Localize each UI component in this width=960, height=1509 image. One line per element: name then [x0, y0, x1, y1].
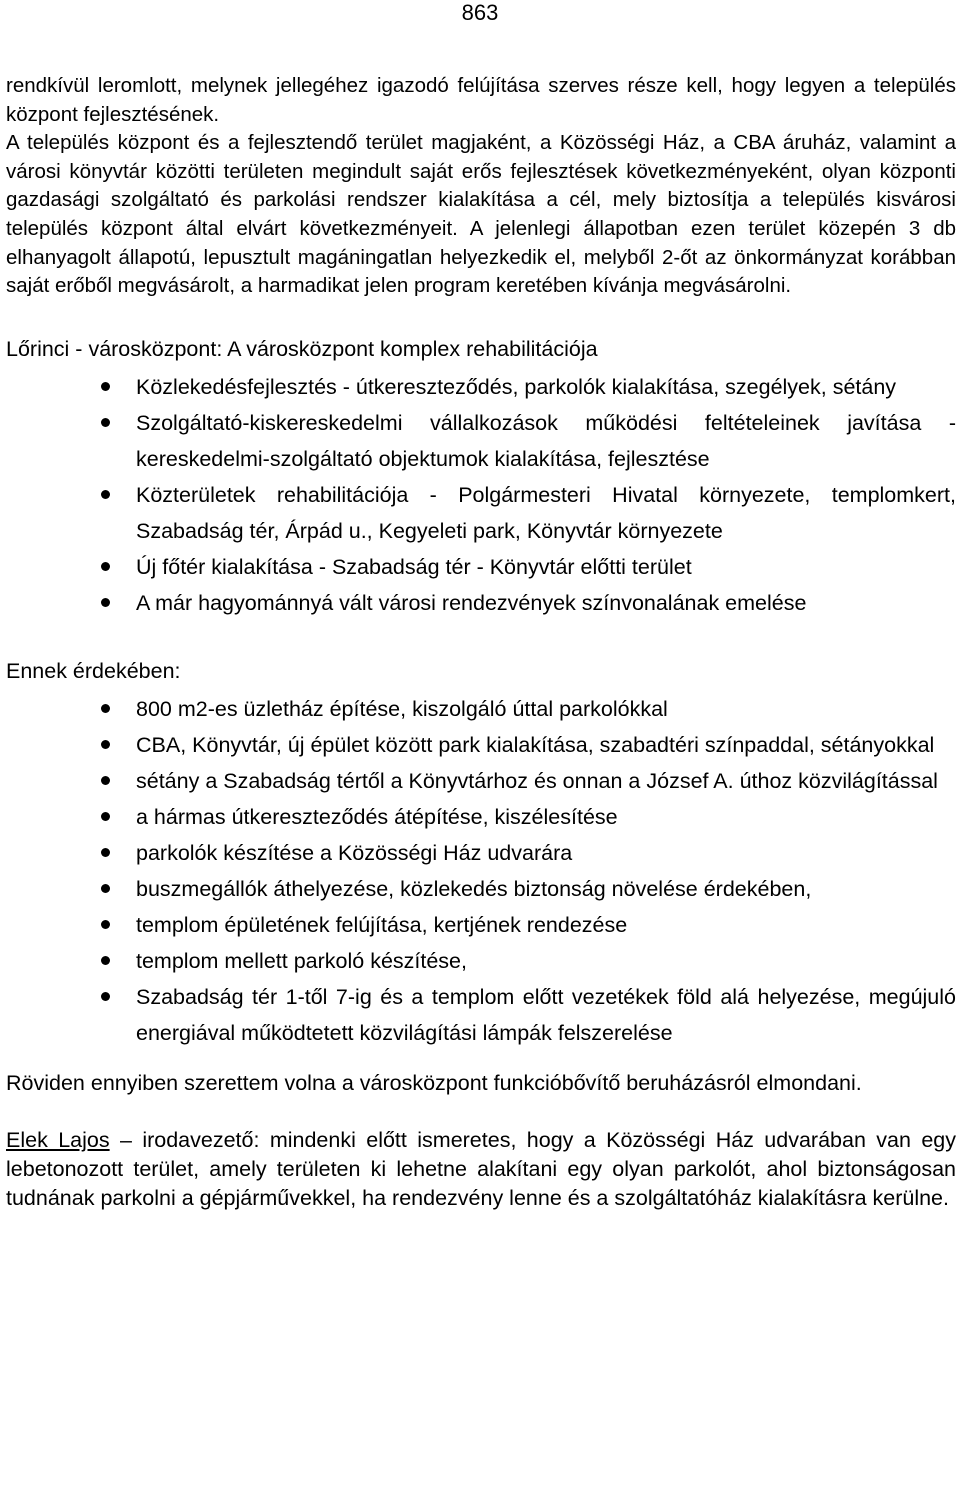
intro-paragraph-2: A település központ és a fejlesztendő terület magjaként, a Közösségi Ház, a CBA áruház, valamint a városi könyvtár közötti területen megindult saját erős fejlesztések következményeként, olyan központi gazdasági szolgáltató és parkolási rendszer kialakítása a cél, mely biztosítja a település kisvárosi település központ által elvárt következményeit. A jelenlegi állapotban ezen terület közepén 3 db elhanyagolt állapotú, lepusztult magáningatlan helyezkedik el, melyből 2-őt az önkormányzat korábban saját erőből megvásárolt, a harmadikat jelen program keretében kívánja megvásárolni. [6, 131, 956, 298]
speech-paragraph [6, 1126, 956, 1213]
list-item: 800 m2-es üzletház építése, kiszolgáló úttal parkolókkal [6, 691, 956, 727]
document-body [6, 72, 956, 1213]
list-item: a hármas útkereszteződés átépítése, kiszélesítése [6, 799, 956, 835]
section1-heading: Lőrinci - városközpont: A városközpont komplex rehabilitációja [6, 336, 598, 361]
list-item: Szabadság tér 1-től 7-ig és a templom előtt vezetékek föld alá helyezése, megújuló energiával működtetett közvilágítási lámpák felszerelése [6, 979, 956, 1051]
list-item: A már hagyománnyá vált városi rendezvények színvonalának emelése [6, 585, 956, 621]
list-item: sétány a Szabadság tértől a Könyvtárhoz és onnan a József A. úthoz közvilágítással [6, 763, 956, 799]
speech-text: – irodavezető: mindenki előtt ismeretes, hogy a Közösségi Ház udvarában van egy lebetonozott terület, amely területen ki lehetne alakítani egy olyan parkolót, ahol biztonságosan tudnának parkolni a gépjárművekkel, ha rendezvény lenne és a szolgáltatóház kialakításra kerülne. [6, 1127, 956, 1210]
list-item: Közlekedésfejlesztés - útkereszteződés, parkolók kialakítása, szegélyek, sétány [6, 369, 956, 405]
section2-heading: Ennek érdekében: [6, 658, 181, 683]
page-number: 863 [461, 0, 499, 25]
list-item: buszmegállók áthelyezése, közlekedés biztonság növelése érdekében, [6, 871, 956, 907]
list-item: Új főtér kialakítása - Szabadság tér - Könyvtár előtti terület [6, 549, 956, 585]
list-item: Közterületek rehabilitációja - Polgármesteri Hivatal környezete, templomkert, Szabadság tér, Árpád u., Kegyeleti park, Könyvtár környezete [6, 477, 956, 549]
speaker-name: Elek Lajos [6, 1127, 110, 1152]
list-item: parkolók készítése a Közösségi Ház udvarára [6, 835, 956, 871]
list-item: Szolgáltató-kiskereskedelmi vállalkozások működési feltételeinek javítása - kereskedelmi-szolgáltató objektumok kialakítása, fejlesztése [6, 405, 956, 477]
section1-list [6, 369, 956, 621]
list-item: CBA, Könyvtár, új épület között park kialakítása, szabadtéri színpaddal, sétányokkal [6, 727, 956, 763]
intro-paragraph-1: rendkívül leromlott, melynek jellegéhez igazodó felújítása szerves része kell, hogy legyen a település központ fejlesztésének. [6, 74, 956, 126]
closing-paragraph: Röviden ennyiben szerettem volna a városközpont funkcióbővítő beruházásról elmondani. [6, 1070, 862, 1095]
section2-list [6, 691, 956, 1051]
list-item: templom mellett parkoló készítése, [6, 943, 956, 979]
list-item: templom épületének felújítása, kertjének rendezése [6, 907, 956, 943]
